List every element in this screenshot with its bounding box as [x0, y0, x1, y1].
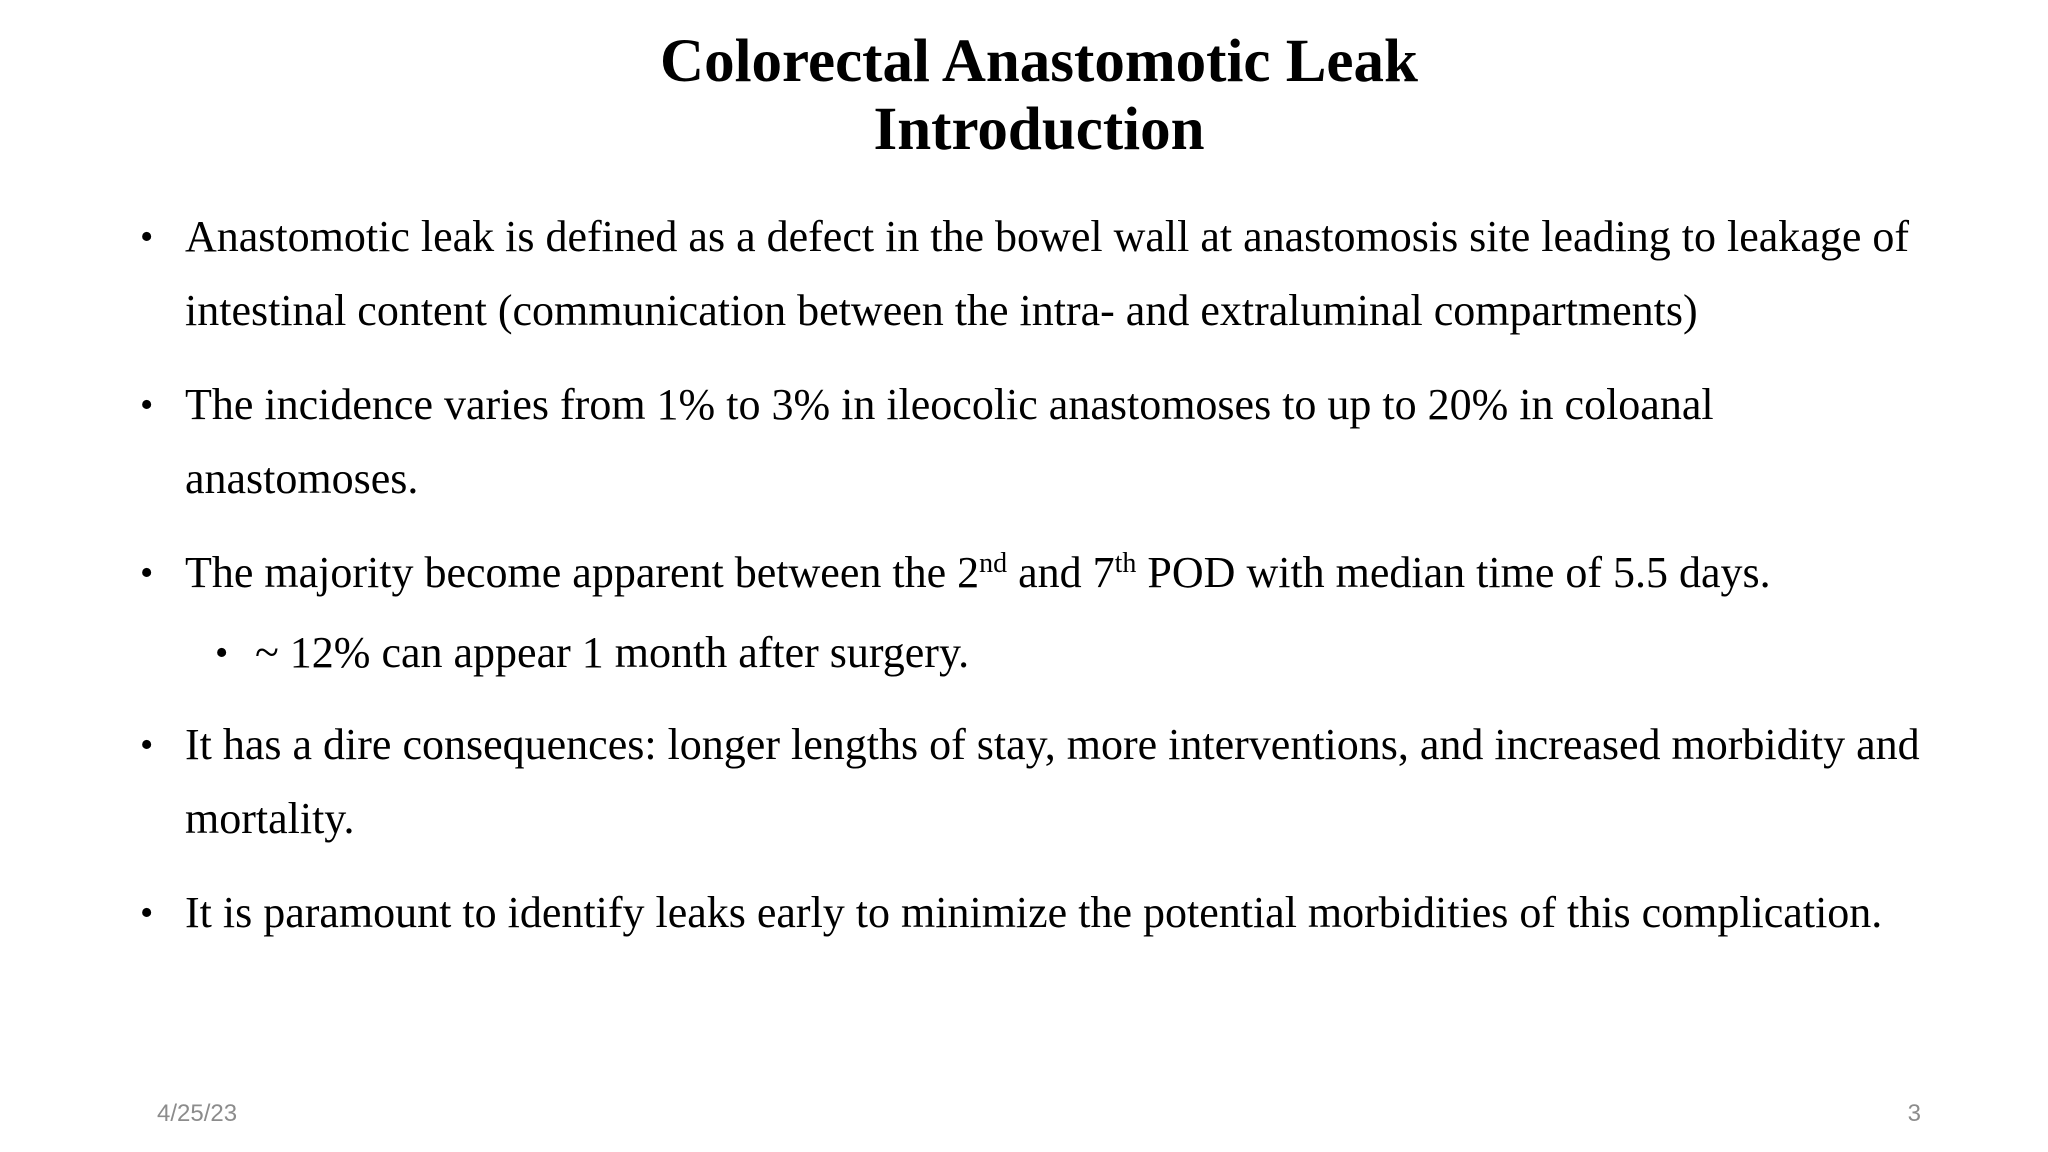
bullet-marker: • — [140, 724, 154, 766]
bullet-text-part: The majority become apparent between the 2 — [185, 548, 980, 597]
bullet-early-identification — [140, 876, 1940, 950]
superscript-th: th — [1114, 548, 1137, 579]
footer-page-number: 3 — [1907, 1100, 1921, 1127]
bullet-timing — [140, 536, 1940, 610]
title-line-main: Colorectal Anastomotic Leak — [660, 28, 1418, 95]
bullet-incidence — [140, 368, 1940, 516]
bullet-definition — [140, 200, 1940, 348]
bullet-marker: • — [140, 892, 154, 934]
bullet-text: It has a dire consequences: longer lengths of stay, more interventions, and increased morbidity and mortality. — [185, 720, 1920, 843]
bullet-consequences — [140, 708, 1940, 856]
bullet-text: The incidence varies from 1% to 3% in ileocolic anastomoses to up to 20% in coloanal anastomoses. — [185, 380, 1714, 503]
bullet-marker: • — [215, 632, 229, 674]
title-line-sub: Introduction — [873, 96, 1205, 163]
bullet-text: Anastomotic leak is defined as a defect in the bowel wall at anastomosis site leading to leakage of intestinal content (communication between the intra- and extraluminal compartments) — [185, 212, 1910, 335]
bullet-marker: • — [140, 216, 154, 258]
superscript-nd: nd — [979, 548, 1008, 579]
bullet-marker: • — [140, 384, 154, 426]
bullet-list — [140, 200, 1940, 970]
bullet-marker: • — [140, 552, 154, 594]
bullet-text-part: and 7 — [1007, 548, 1115, 597]
bullet-text-part: POD with median time of 5.5 days. — [1136, 548, 1771, 597]
slide-title — [0, 28, 2048, 164]
sub-bullet-late-leak — [215, 616, 1940, 690]
bullet-text: ~ 12% can appear 1 month after surgery. — [255, 628, 970, 677]
bullet-text: It is paramount to identify leaks early to minimize the potential morbidities of this complication. — [185, 888, 1883, 937]
footer-date: 4/25/23 — [157, 1100, 238, 1127]
